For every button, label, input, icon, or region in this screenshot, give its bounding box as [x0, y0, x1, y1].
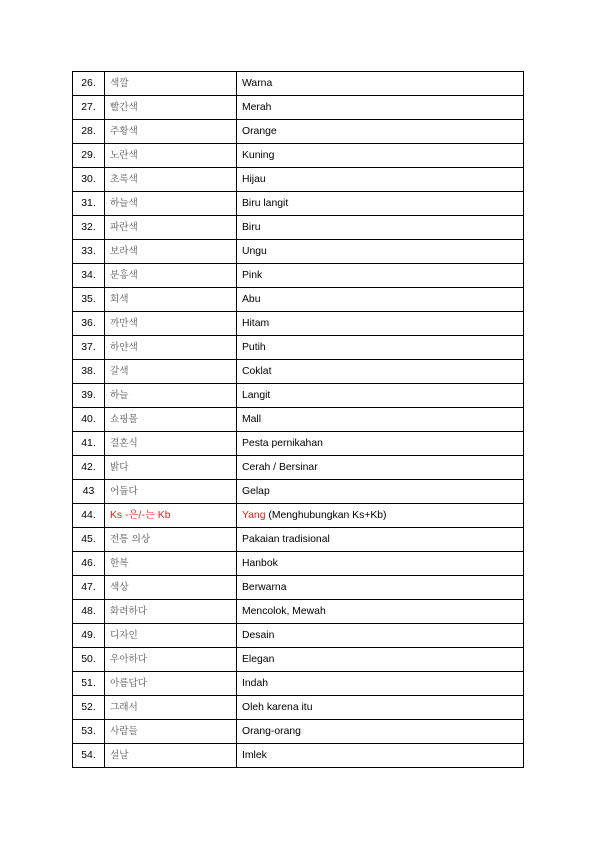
- indonesian-meaning-text: Oleh karena itu: [242, 701, 313, 713]
- indonesian-meaning-text: Yang: [242, 509, 266, 521]
- row-number: 28.: [73, 120, 105, 144]
- row-number: 53.: [73, 720, 105, 744]
- row-number: 39.: [73, 384, 105, 408]
- indonesian-meaning: [237, 672, 524, 696]
- indonesian-meaning: [237, 480, 524, 504]
- row-number: 36.: [73, 312, 105, 336]
- korean-term: 빨간색: [105, 96, 237, 120]
- row-number: 27.: [73, 96, 105, 120]
- indonesian-meaning-text: Hanbok: [242, 557, 278, 569]
- korean-term: 쇼핑몰: [105, 408, 237, 432]
- indonesian-meaning: [237, 120, 524, 144]
- indonesian-meaning-text: Kuning: [242, 149, 275, 161]
- indonesian-meaning-text: Biru: [242, 221, 261, 233]
- korean-term: 화려하다: [105, 600, 237, 624]
- row-number: 37.: [73, 336, 105, 360]
- korean-term: 색상: [105, 576, 237, 600]
- table-row: [73, 120, 524, 144]
- row-number: 50.: [73, 648, 105, 672]
- indonesian-meaning-text: Gelap: [242, 485, 270, 497]
- row-number: 45.: [73, 528, 105, 552]
- indonesian-meaning: [237, 624, 524, 648]
- table-row: [73, 408, 524, 432]
- indonesian-meaning-note: (Menghubungkan Ks+Kb): [265, 509, 387, 521]
- table-row: [73, 96, 524, 120]
- indonesian-meaning: [237, 720, 524, 744]
- indonesian-meaning-text: Hitam: [242, 317, 270, 329]
- korean-term: Ks -은/-는 Kb: [105, 504, 237, 528]
- indonesian-meaning: [237, 648, 524, 672]
- indonesian-meaning-text: Coklat: [242, 365, 272, 377]
- korean-term: 색깔: [105, 72, 237, 96]
- row-number: 44.: [73, 504, 105, 528]
- row-number: 32.: [73, 216, 105, 240]
- indonesian-meaning: [237, 336, 524, 360]
- table-row: [73, 240, 524, 264]
- indonesian-meaning-text: Desain: [242, 629, 275, 641]
- indonesian-meaning-text: Elegan: [242, 653, 275, 665]
- table-row: [73, 192, 524, 216]
- korean-term: 갈색: [105, 360, 237, 384]
- korean-term: 회색: [105, 288, 237, 312]
- indonesian-meaning: [237, 72, 524, 96]
- indonesian-meaning-text: Langit: [242, 389, 271, 401]
- table-row: [73, 480, 524, 504]
- korean-term: 사람들: [105, 720, 237, 744]
- korean-term: 초록색: [105, 168, 237, 192]
- indonesian-meaning-text: Orange: [242, 125, 277, 137]
- korean-term: 한복: [105, 552, 237, 576]
- indonesian-meaning: [237, 456, 524, 480]
- table-row: [73, 360, 524, 384]
- korean-term: 분홍색: [105, 264, 237, 288]
- indonesian-meaning-text: Orang-orang: [242, 725, 301, 737]
- row-number: 38.: [73, 360, 105, 384]
- table-row: [73, 264, 524, 288]
- row-number: 51.: [73, 672, 105, 696]
- korean-term: 하늘: [105, 384, 237, 408]
- table-row: [73, 384, 524, 408]
- indonesian-meaning: [237, 240, 524, 264]
- table-row: [73, 672, 524, 696]
- row-number: 31.: [73, 192, 105, 216]
- row-number: 49.: [73, 624, 105, 648]
- row-number: 29.: [73, 144, 105, 168]
- indonesian-meaning: [237, 576, 524, 600]
- indonesian-meaning-text: Mencolok, Mewah: [242, 605, 326, 617]
- row-number: 43: [73, 480, 105, 504]
- table-row: [73, 144, 524, 168]
- indonesian-meaning: [237, 312, 524, 336]
- indonesian-meaning-text: Indah: [242, 677, 269, 689]
- indonesian-meaning: [237, 432, 524, 456]
- indonesian-meaning-text: Ungu: [242, 245, 267, 257]
- table-row: [73, 576, 524, 600]
- table-row: [73, 720, 524, 744]
- korean-term: 아름답다: [105, 672, 237, 696]
- table-row: [73, 336, 524, 360]
- indonesian-meaning-text: Cerah / Bersinar: [242, 461, 318, 473]
- table-row: [73, 312, 524, 336]
- indonesian-meaning-text: Pesta pernikahan: [242, 437, 323, 449]
- korean-term: 결혼식: [105, 432, 237, 456]
- indonesian-meaning: [237, 360, 524, 384]
- row-number: 46.: [73, 552, 105, 576]
- indonesian-meaning-text: Merah: [242, 101, 272, 113]
- indonesian-meaning: [237, 528, 524, 552]
- indonesian-meaning-text: Berwarna: [242, 581, 287, 593]
- row-number: 34.: [73, 264, 105, 288]
- indonesian-meaning: [237, 744, 524, 768]
- table-row: [73, 696, 524, 720]
- row-number: 30.: [73, 168, 105, 192]
- korean-term: 어둡다: [105, 480, 237, 504]
- indonesian-meaning: [237, 504, 524, 528]
- table-row: [73, 288, 524, 312]
- row-number: 40.: [73, 408, 105, 432]
- indonesian-meaning-text: Hijau: [242, 173, 266, 185]
- row-number: 35.: [73, 288, 105, 312]
- korean-term: 보라색: [105, 240, 237, 264]
- indonesian-meaning-text: Mall: [242, 413, 262, 425]
- korean-term: 하늘색: [105, 192, 237, 216]
- table-row: [73, 744, 524, 768]
- korean-term: 우아하다: [105, 648, 237, 672]
- indonesian-meaning: [237, 552, 524, 576]
- table-row: [73, 648, 524, 672]
- indonesian-meaning: [237, 288, 524, 312]
- row-number: 26.: [73, 72, 105, 96]
- vocabulary-table: [72, 71, 524, 768]
- indonesian-meaning-text: Imlek: [242, 749, 267, 761]
- table-row: [73, 624, 524, 648]
- table-row: [73, 216, 524, 240]
- indonesian-meaning: [237, 600, 524, 624]
- table-row: [73, 528, 524, 552]
- indonesian-meaning: [237, 168, 524, 192]
- table-row: [73, 552, 524, 576]
- korean-term: 그래서: [105, 696, 237, 720]
- indonesian-meaning: [237, 192, 524, 216]
- indonesian-meaning: [237, 144, 524, 168]
- indonesian-meaning: [237, 216, 524, 240]
- vocabulary-table-body: [73, 72, 524, 768]
- row-number: 52.: [73, 696, 105, 720]
- row-number: 54.: [73, 744, 105, 768]
- indonesian-meaning: [237, 264, 524, 288]
- row-number: 33.: [73, 240, 105, 264]
- korean-term: 하얀색: [105, 336, 237, 360]
- table-row: [73, 504, 524, 528]
- korean-term: 설날: [105, 744, 237, 768]
- korean-term: 디자인: [105, 624, 237, 648]
- row-number: 48.: [73, 600, 105, 624]
- indonesian-meaning: [237, 408, 524, 432]
- korean-term: 전통 의상: [105, 528, 237, 552]
- korean-term: 파란색: [105, 216, 237, 240]
- korean-term: 까만색: [105, 312, 237, 336]
- indonesian-meaning-text: Putih: [242, 341, 266, 353]
- indonesian-meaning-text: Pakaian tradisional: [242, 533, 330, 545]
- indonesian-meaning-text: Abu: [242, 293, 261, 305]
- row-number: 41.: [73, 432, 105, 456]
- indonesian-meaning: [237, 96, 524, 120]
- indonesian-meaning: [237, 384, 524, 408]
- indonesian-meaning: [237, 696, 524, 720]
- indonesian-meaning-text: Pink: [242, 269, 263, 281]
- indonesian-meaning-text: Biru langit: [242, 197, 289, 209]
- row-number: 42.: [73, 456, 105, 480]
- table-row: [73, 432, 524, 456]
- row-number: 47.: [73, 576, 105, 600]
- indonesian-meaning-text: Warna: [242, 77, 273, 89]
- table-row: [73, 168, 524, 192]
- korean-term: 밝다: [105, 456, 237, 480]
- table-row: [73, 456, 524, 480]
- korean-term: 주황색: [105, 120, 237, 144]
- table-row: [73, 72, 524, 96]
- table-row: [73, 600, 524, 624]
- korean-term: 노란색: [105, 144, 237, 168]
